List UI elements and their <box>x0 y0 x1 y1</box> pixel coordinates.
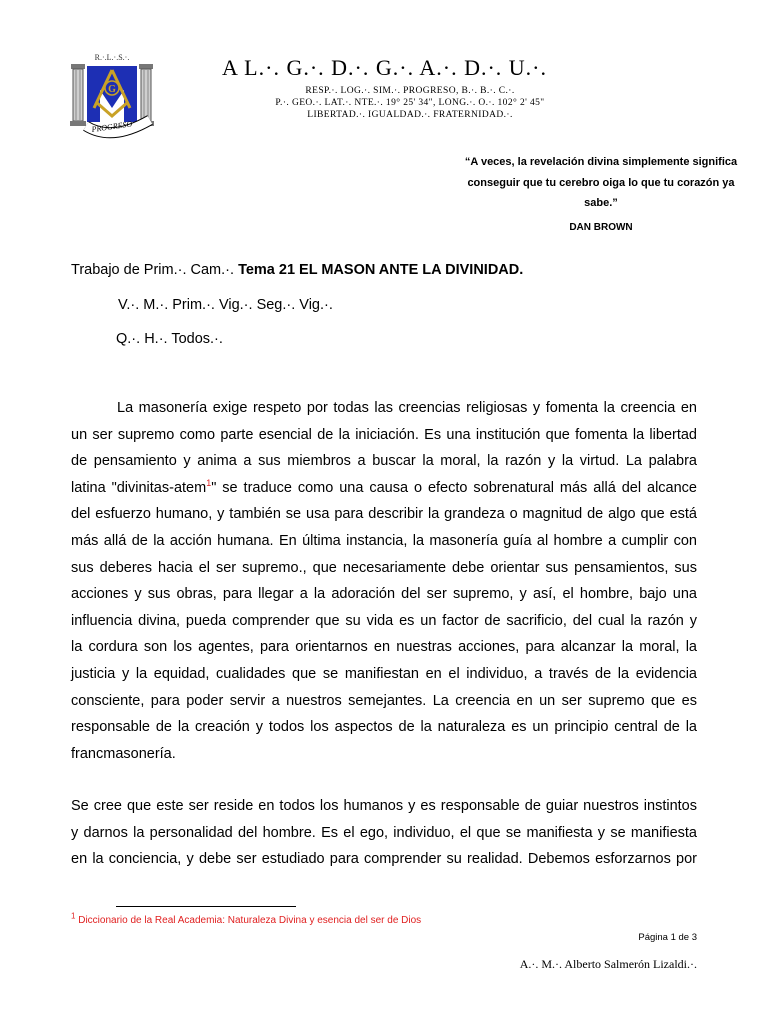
epigraph-author: DAN BROWN <box>569 222 633 233</box>
header-line-3: LIBERTAD.·. IGUALDAD.·. FRATERNIDAD.·. <box>307 110 513 120</box>
paragraph-2 <box>71 793 697 873</box>
p1-line: un ser supremo como parte esencial de la iniciación. Es una institución que fomenta la libertad <box>71 426 697 443</box>
work-title <box>71 262 523 278</box>
epigraph-quote: “A veces, la revelación divina simplemente significa conseguir que tu cerebro oiga lo que tu corazón ya sabe.” <box>464 156 738 209</box>
svg-text:G: G <box>108 84 116 95</box>
work-topic: Tema 21 EL MASON ANTE LA DIVINIDAD. <box>238 262 524 278</box>
p1-line: la cordura son los agentes, para orientarnos en nuestras acciones, para alcanzar la moral, la <box>71 639 697 656</box>
p1-line <box>71 475 697 502</box>
p1-line: sus deberes hacia el ser supremo., que necesariamente debe orientar sus pensamientos, sus <box>71 559 697 576</box>
footnote-text: Diccionario de la Real Academia: Naturaleza Divina y esencia del ser de Dios <box>75 915 422 926</box>
p1-line-part: latina "divinitas-atem <box>71 479 207 496</box>
p1-line: de pensamiento y anima a sus miembros a buscar la moral, la razón y la virtud. La palabra <box>71 453 697 470</box>
logo-banner: PROGRESO <box>91 119 133 134</box>
p1-line: influencia divina, pueda comprender que su vida es un factor de sacrificio, del cual la razón y <box>71 612 697 629</box>
logo-letters: R.·.L.·.S.·. <box>94 53 130 62</box>
footnote-separator <box>116 906 296 907</box>
p1-line: francmasonería. <box>71 745 176 762</box>
greeting-brothers: Q.·. H.·. Todos.·. <box>116 331 223 347</box>
footnote-marker: 1 <box>71 911 76 921</box>
page-number: Página 1 de 3 <box>638 932 697 943</box>
p1-line-part: " se traduce como una causa o efecto sobrenatural más allá del alcance <box>211 479 697 496</box>
greeting-officers: V.·. M.·. Prim.·. Vig.·. Seg.·. Vig.·. <box>118 297 333 313</box>
p1-line: del esfuerzo humano, y también se usa para describir la grandeza o magnitud de algo que está <box>71 506 697 523</box>
p1-line: La masonería exige respeto por todas las creencias religiosas y fomenta la creencia en <box>117 400 697 416</box>
header-line-2: P.·. GEO.·. LAT.·. NTE.·. 19° 25' 34", LONG.·. O.·. 102° 2' 45" <box>275 98 545 108</box>
p1-line: consciente, para poder servir a nuestros semejantes. La creencia en un ser supremo que es <box>71 692 697 709</box>
document-author: A.·. M.·. Alberto Salmerón Lizaldi.·. <box>519 957 697 971</box>
p1-line: justicia y la equidad, cualidades que se manifiestan en el individuo, a través de la evidencia <box>71 665 697 682</box>
lodge-logo <box>64 50 160 142</box>
work-prefix: Trabajo de Prim.·. Cam.·. <box>71 262 239 278</box>
p1-line: responsable de la creación y todos los aspectos de la naturaleza es un principio central de la <box>71 719 697 736</box>
p2-line: en la conciencia, y debe ser estudiado para comprender su realidad. Debemos esforzarnos por <box>71 851 697 868</box>
p1-line: acciones y sus obras, para llegar a la adoración del ser supremo, y así, el hombre, bajo una <box>71 586 697 603</box>
p1-line: más allá de la acción humana. En última instancia, la masonería guía al hombre a cumplir con <box>71 532 697 549</box>
header-line-1: RESP.·. LOG.·. SIM.·. PROGRESO, B.·. B.·. C.·. <box>305 86 515 96</box>
lodge-title: A L.·. G.·. D.·. G.·. A.·. D.·. U.·. <box>222 55 548 80</box>
footnote <box>71 911 422 926</box>
p2-line: Se cree que este ser reside en todos los humanos y es responsable de guiar nuestros instintos <box>71 798 697 814</box>
paragraph-1 <box>71 395 697 767</box>
footnote-reference[interactable]: 1 <box>206 477 212 488</box>
p2-line: y darnos la personalidad del hombre. Es el ego, individuo, el que se manifiesta y se manifiesta <box>71 824 697 841</box>
